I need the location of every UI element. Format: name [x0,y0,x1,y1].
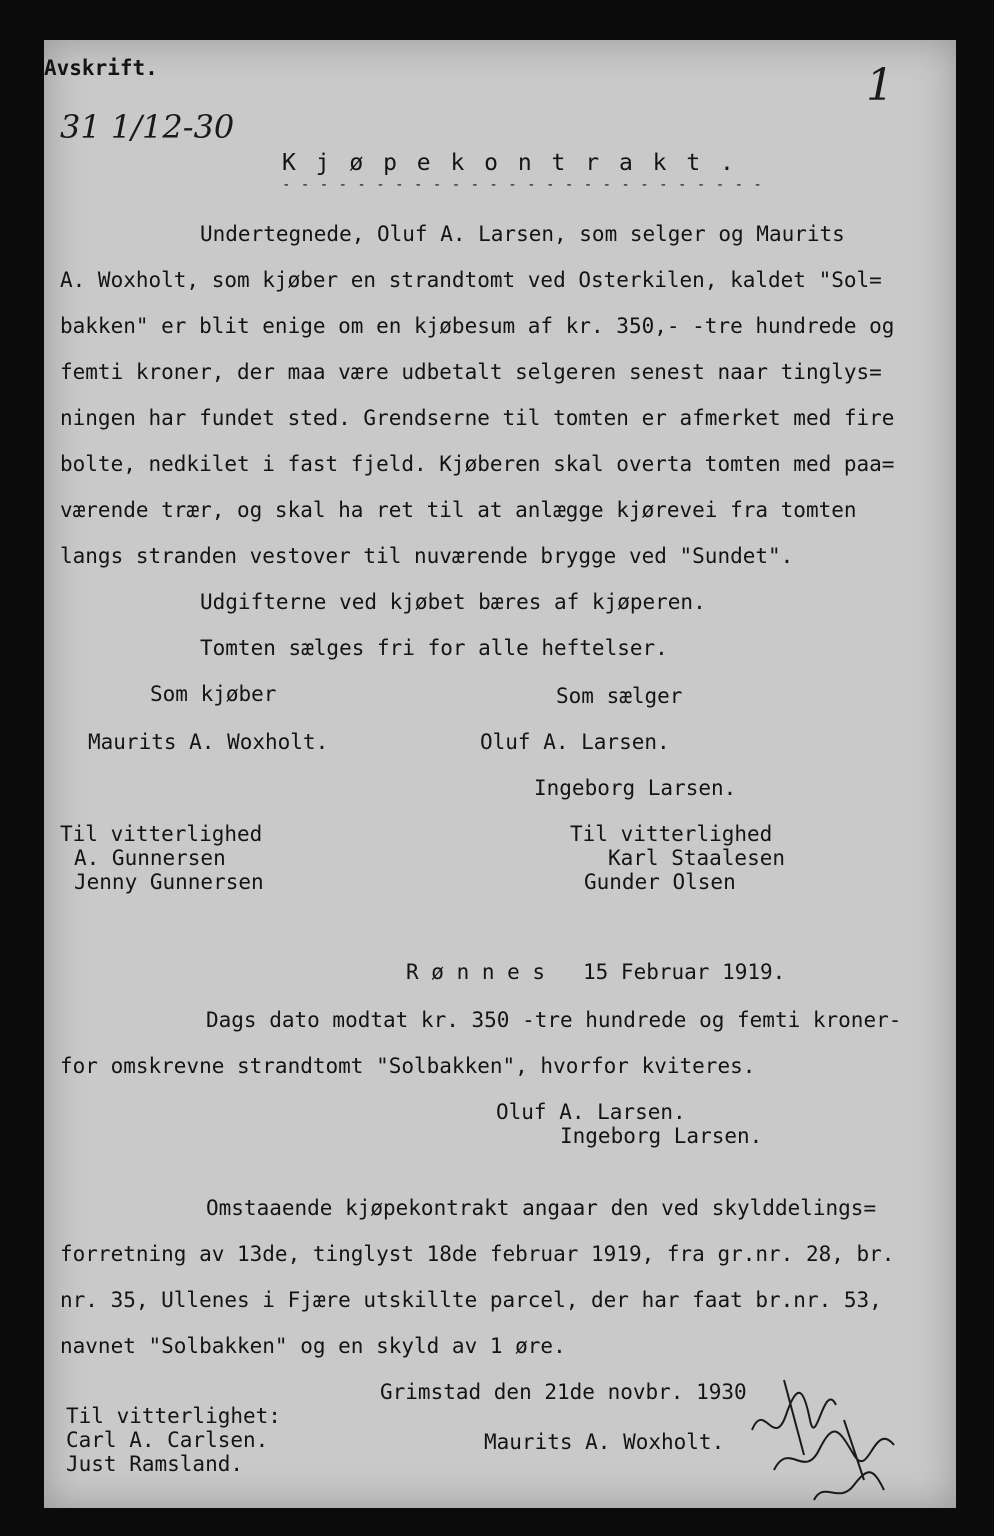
buyer-label: Som kjøber [150,682,277,706]
witness-name: Jenny Gunnersen [74,870,264,894]
witness-name: Just Ramsland. [66,1452,244,1476]
witness-name: A. Gunnersen [74,846,226,870]
receipt-signer: Ingeborg Larsen. [560,1124,763,1148]
witness-name: Carl A. Carlsen. [66,1428,269,1452]
seller-name: Ingeborg Larsen. [534,776,737,800]
endorsement-line: navnet "Solbakken" og en skyld av 1 øre. [60,1334,566,1358]
seller-label: Som sælger [556,684,683,708]
document-title: K j ø p e k o n t r a k t . [282,150,737,176]
encumbrance-paragraph: Tomten sælges fri for alle heftelser. [200,636,668,660]
body-line: ningen har fundet sted. Grendserne til tomten er afmerket med fire [60,406,895,430]
avskrift-label: Avskrift. [44,56,158,80]
body-line: femti kroner, der maa være udbetalt selgeren senest naar tinglys= [60,360,882,384]
place-date: R ø n n e s 15 Februar 1919. [406,960,786,984]
body-line: Undertegnede, Oluf A. Larsen, som selger og Maurits [200,222,845,246]
handwritten-signature [744,1360,914,1510]
witness-name: Gunder Olsen [584,870,736,894]
witness-label: Til vitterlighet: [66,1404,281,1428]
endorsement-line: nr. 35, Ullenes i Fjære utskillte parcel, der har faat br.nr. 53, [60,1288,882,1312]
page-number-handwritten: 1 [866,60,894,111]
body-line: A. Woxholt, som kjøber en strandtomt ved Osterkilen, kaldet "Sol= [60,268,882,292]
body-line: bolte, nedkilet i fast fjeld. Kjøberen skal overta tomten med paa= [60,452,895,476]
final-signer: Maurits A. Woxholt. [484,1430,725,1454]
endorsement-line: Omstaaende kjøpekontrakt angaar den ved skylddelings= [206,1196,877,1220]
endorsement-line: forretning av 13de, tinglyst 18de februar 1919, fra gr.nr. 28, br. [60,1242,895,1266]
receipt-line: Dags dato modtat kr. 350 -tre hundrede og femti kroner- [206,1008,902,1032]
receipt-line: for omskrevne strandtomt "Solbakken", hvorfor kviteres. [60,1054,756,1078]
document-page [44,40,956,1508]
seller-name: Oluf A. Larsen. [480,730,670,754]
body-line: bakken" er blit enige om en kjøbesum af kr. 350,- -tre hundrede og [60,314,895,338]
body-line: langs stranden vestover til nuværende brygge ved "Sundet". [60,544,794,568]
buyer-name: Maurits A. Woxholt. [88,730,329,754]
witness-label: Til vitterlighed [570,822,773,846]
title-underline: - - - - - - - - - - - - - - - - - - - - - - - - - - [282,177,763,193]
endorsement-date: Grimstad den 21de novbr. 1930 [380,1380,747,1404]
witness-label: Til vitterlighed [60,822,263,846]
receipt-signer: Oluf A. Larsen. [496,1100,686,1124]
witness-name: Karl Staalesen [608,846,786,870]
handwritten-reference: 31 1/12-30 [60,108,235,146]
body-line: værende trær, og skal ha ret til at anlægge kjørevei fra tomten [60,498,857,522]
costs-paragraph: Udgifterne ved kjøbet bæres af kjøperen. [200,590,706,614]
